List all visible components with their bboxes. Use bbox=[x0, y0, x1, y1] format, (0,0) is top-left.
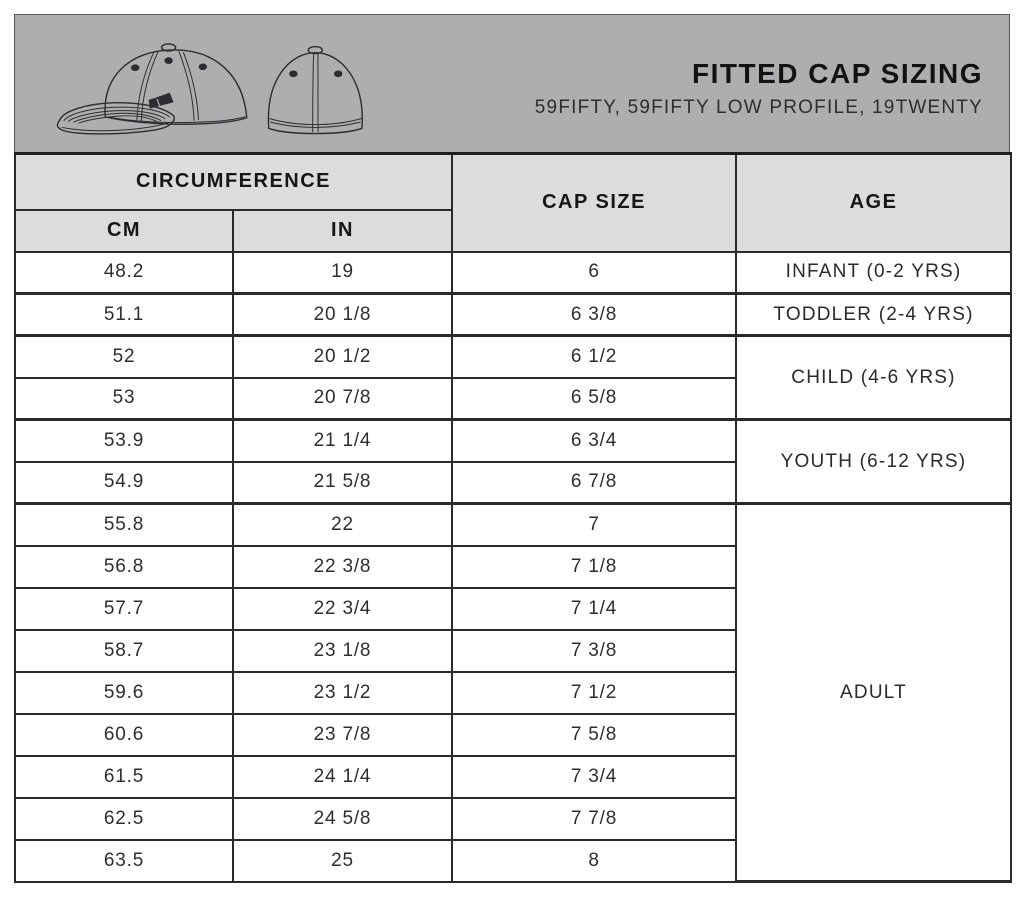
cell-cap-size: 6 3/4 bbox=[452, 420, 736, 462]
cell-cap-size: 7 7/8 bbox=[452, 798, 736, 840]
cell-in: 21 5/8 bbox=[233, 462, 452, 504]
table-row bbox=[15, 336, 1011, 378]
page-title: FITTED CAP SIZING bbox=[692, 58, 983, 89]
cell-cap-size: 7 bbox=[452, 504, 736, 546]
cell-cm: 53.9 bbox=[15, 420, 233, 462]
cell-cap-size: 6 5/8 bbox=[452, 378, 736, 420]
cell-in: 23 7/8 bbox=[233, 714, 452, 756]
cell-in: 24 5/8 bbox=[233, 798, 452, 840]
column-header-circumference: CIRCUMFERENCE bbox=[15, 154, 452, 210]
cell-cap-size: 7 3/8 bbox=[452, 630, 736, 672]
column-header-cm: CM bbox=[15, 210, 233, 252]
column-header-cap-size: CAP SIZE bbox=[452, 154, 736, 252]
cell-cap-size: 6 7/8 bbox=[452, 462, 736, 504]
cell-cap-size: 7 1/8 bbox=[452, 546, 736, 588]
cap-illustrations bbox=[33, 29, 385, 145]
cell-cm: 54.9 bbox=[15, 462, 233, 504]
cell-in: 20 1/2 bbox=[233, 336, 452, 378]
cell-cm: 62.5 bbox=[15, 798, 233, 840]
page-subtitle: 59FIFTY, 59FIFTY LOW PROFILE, 19TWENTY bbox=[534, 97, 983, 118]
cell-cm: 57.7 bbox=[15, 588, 233, 630]
cell-cap-size: 8 bbox=[452, 840, 736, 882]
header-text-block bbox=[535, 48, 983, 119]
cell-cm: 53 bbox=[15, 378, 233, 420]
table-row bbox=[15, 294, 1011, 336]
header-band bbox=[14, 14, 1010, 152]
cell-cm: 61.5 bbox=[15, 756, 233, 798]
cell-in: 23 1/8 bbox=[233, 630, 452, 672]
cell-in: 22 3/4 bbox=[233, 588, 452, 630]
table-row bbox=[15, 420, 1011, 462]
size-table-body bbox=[15, 252, 1011, 882]
cell-cm: 63.5 bbox=[15, 840, 233, 882]
cell-age-group: TODDLER (2-4 YRS) bbox=[736, 294, 1011, 336]
cell-cm: 48.2 bbox=[15, 252, 233, 294]
cell-cap-size: 6 1/2 bbox=[452, 336, 736, 378]
cell-in: 22 bbox=[233, 504, 452, 546]
cell-in: 24 1/4 bbox=[233, 756, 452, 798]
cell-cap-size: 6 3/8 bbox=[452, 294, 736, 336]
cell-cap-size: 6 bbox=[452, 252, 736, 294]
size-table-header bbox=[15, 154, 1011, 252]
cell-age-group: YOUTH (6-12 YRS) bbox=[736, 420, 1011, 504]
cell-in: 20 7/8 bbox=[233, 378, 452, 420]
cell-in: 20 1/8 bbox=[233, 294, 452, 336]
cell-cm: 58.7 bbox=[15, 630, 233, 672]
cap-side-view-icon bbox=[57, 43, 246, 133]
cell-cap-size: 7 3/4 bbox=[452, 756, 736, 798]
cell-in: 21 1/4 bbox=[233, 420, 452, 462]
sizing-sheet bbox=[14, 14, 1010, 883]
cell-cm: 56.8 bbox=[15, 546, 233, 588]
cell-cap-size: 7 5/8 bbox=[452, 714, 736, 756]
cell-in: 19 bbox=[233, 252, 452, 294]
cell-cap-size: 7 1/4 bbox=[452, 588, 736, 630]
cell-cap-size: 7 1/2 bbox=[452, 672, 736, 714]
column-header-in: IN bbox=[233, 210, 452, 252]
table-row bbox=[15, 252, 1011, 294]
cell-in: 23 1/2 bbox=[233, 672, 452, 714]
column-header-age: AGE bbox=[736, 154, 1011, 252]
cell-in: 25 bbox=[233, 840, 452, 882]
size-table bbox=[14, 152, 1012, 883]
cell-cm: 59.6 bbox=[15, 672, 233, 714]
table-row bbox=[15, 504, 1011, 546]
cell-cm: 55.8 bbox=[15, 504, 233, 546]
cell-in: 22 3/8 bbox=[233, 546, 452, 588]
cell-cm: 51.1 bbox=[15, 294, 233, 336]
cell-cm: 60.6 bbox=[15, 714, 233, 756]
cell-age-group: INFANT (0-2 YRS) bbox=[736, 252, 1011, 294]
cell-age-group: ADULT bbox=[736, 504, 1011, 882]
cap-back-view-icon bbox=[268, 46, 362, 133]
cell-cm: 52 bbox=[15, 336, 233, 378]
cell-age-group: CHILD (4-6 YRS) bbox=[736, 336, 1011, 420]
